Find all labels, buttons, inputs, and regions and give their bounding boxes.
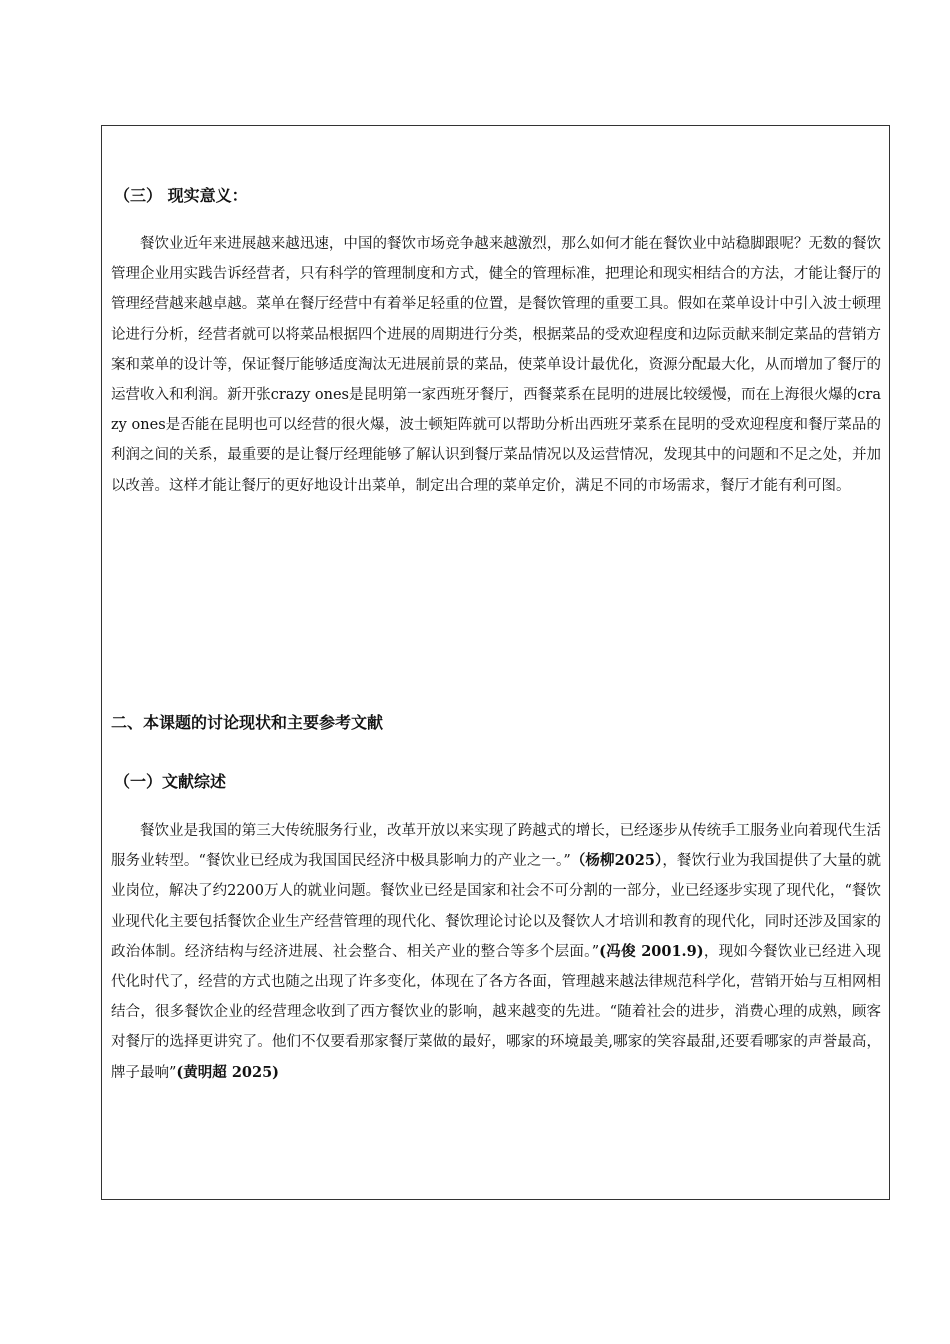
section-heading-practical-significance: （三） 现实意义： [114,186,248,205]
citation-huang-mingchao: (黄明超 2025) [176,1063,280,1081]
review-text-segment: 餐饮业是我国的第三大传统服务行业，改革开放以来实现了跨越式的增长，已经逐步从传统手工服务业向着现代生活服务业转型。“餐饮业已经成为我国国民经济中极具影响力的产业之一。” [111,823,881,870]
literature-review-paragraph [111,816,881,1088]
practical-significance-paragraph: 餐饮业近年来进展越来越迅速，中国的餐饮市场竞争越来越激烈，那么如何才能在餐饮业中站稳脚跟呢？无数的餐饮管理企业用实践告诉经营者，只有科学的管理制度和方式，健全的管理标准，把理论和现实相结合的方法，才能让餐厅的管理经营越来越卓越。菜单在餐厅经营中有着举足轻重的位置，是餐饮管理的重要工具。假如在菜单设计中引入波士顿理论进行分析，经营者就可以将菜品根据四个进展的周期进行分类，根据菜品的受欢迎程度和边际贡献来制定菜品的营销方案和菜单的设计等，保证餐厅能够适度淘汰无进展前景的菜品，使菜单设计最优化，资源分配最大化，从而增加了餐厅的运营收入和利润。新开张crazy ones是昆明第一家西班牙餐厅，西餐菜系在昆明的进展比较缓慢，而在上海很火爆的crazy ones是否能在昆明也可以经营的很火爆，波士顿矩阵就可以帮助分析出西班牙菜系在昆明的受欢迎程度和餐厅菜品的利润之间的关系，最重要的是让餐厅经理能够了解认识到餐厅菜品情况以及运营情况，发现其中的问题和不足之处，并加以改善。这样才能让餐厅的更好地设计出菜单，制定出合理的菜单定价，满足不同的市场需求，餐厅才能有利可图。 [111,236,881,494]
review-text-segment: ，餐饮行业为我国提供了大量的就业岗位，解决了约2200万人的就业问题。餐饮业已经是国家和社会不可分割的一部分，业已经逐步实现了现代化，“餐饮业现代化主要包括餐饮企业生产经营管理的现代化、餐饮理论讨论以及餐饮人才培训和教育的现代化，同时还涉及国家的政治体制。经济结构与经济进展、社会整合、相关产业的整合等多个层面。” [111,853,882,960]
citation-yang-liu: （杨柳2025） [570,852,663,870]
citation-feng-jun: (冯俊 2001.9) [599,942,704,960]
part-heading-research-status: 二、本课题的讨论现状和主要参考文献 [111,713,384,732]
section-heading-literature-review: （一）文献综述 [114,772,227,791]
review-text-segment: ，现如今餐饮业已经进入现代化时代了，经营的方式也随之出现了许多变化，体现在了各方各面，管理越来越法律规范科学化，营销开始与互相网相结合，很多餐饮企业的经营理念收到了西方餐饮业的影响，越来越变的先进。“随着社会的进步，消费心理的成熟，顾客对餐厅的选择更讲究了。他们不仅要看那家餐厅菜做的最好，哪家的环境最美,哪家的笑容最甜,还要看哪家的声誉最高，牌子最响” [111,943,882,1081]
